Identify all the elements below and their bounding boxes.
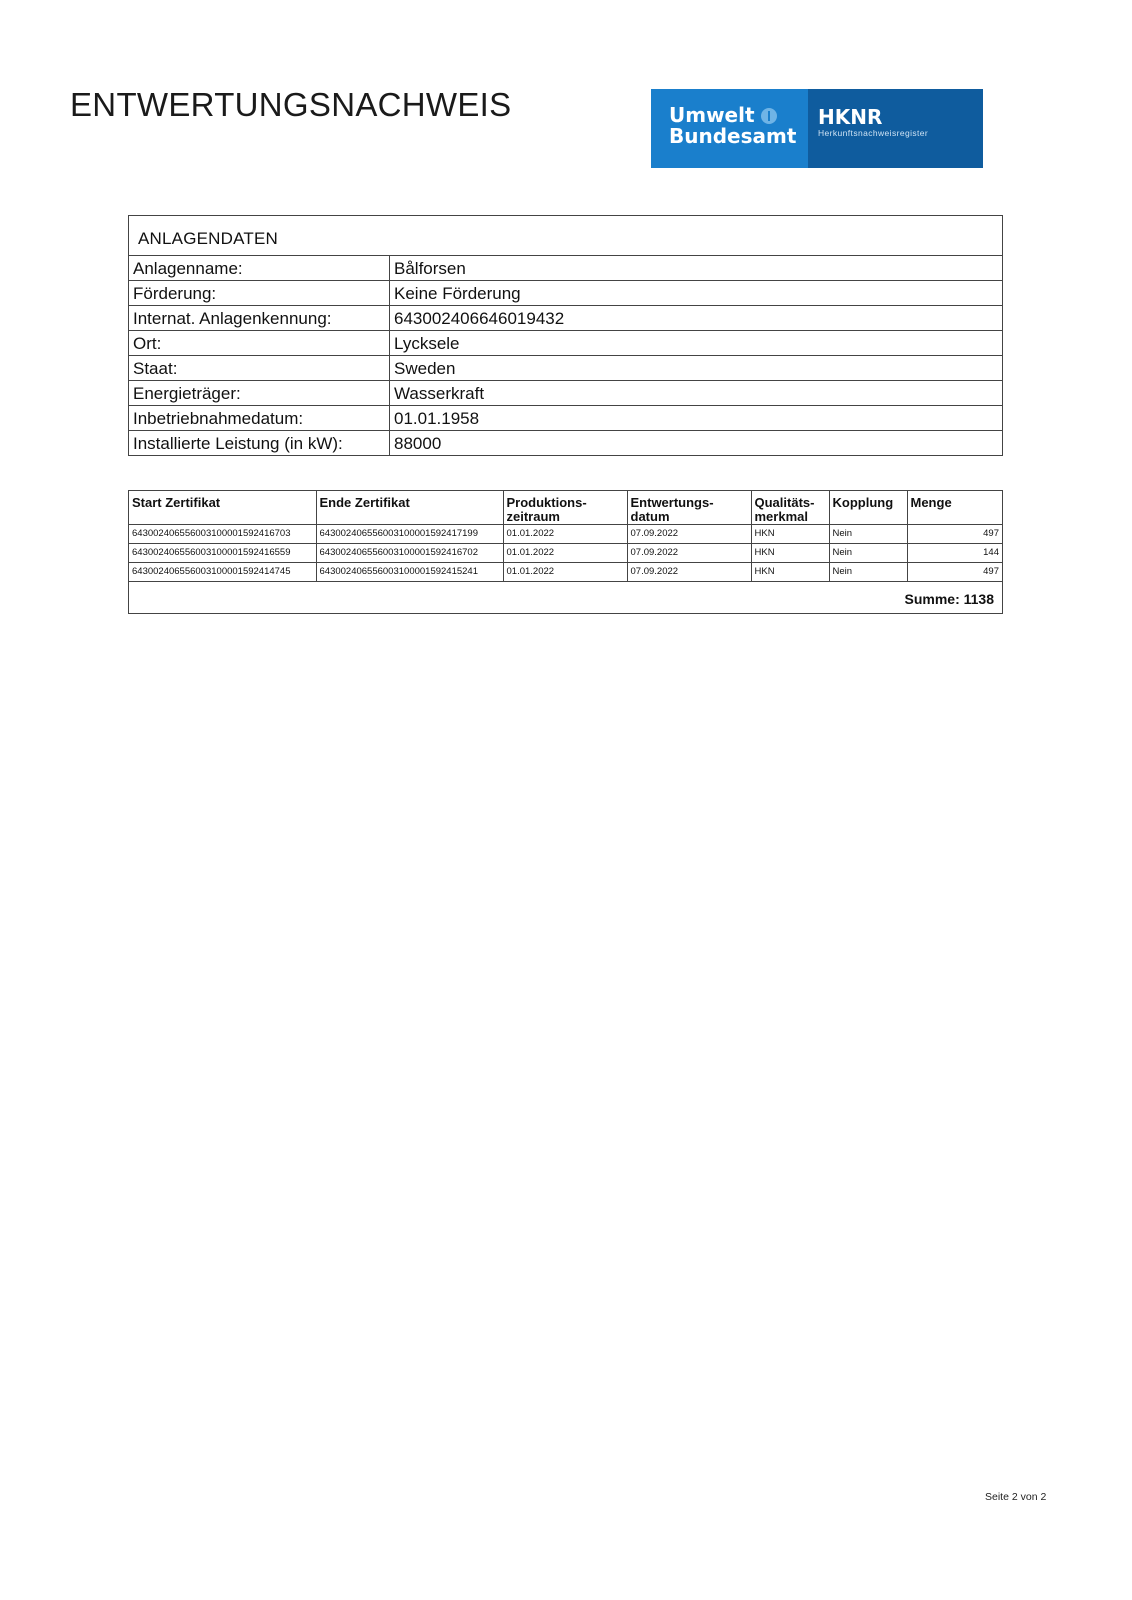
anlage-label: Staat: — [129, 356, 390, 380]
cell-prod: 01.01.2022 — [503, 544, 627, 563]
anlagendaten-heading-text: ANLAGENDATEN — [138, 229, 279, 248]
cell-menge: 144 — [907, 544, 1002, 563]
col-header-produktionszeitraum: Produktions- zeitraum — [503, 491, 627, 525]
anlage-row — [129, 381, 1002, 406]
logo-text-bundesamt: Bundesamt — [669, 124, 797, 148]
anlage-value: 01.01.1958 — [394, 409, 480, 428]
anlage-label: Internat. Anlagenkennung: — [129, 306, 390, 330]
cell-prod: 01.01.2022 — [503, 525, 627, 544]
col-header-kopplung: Kopplung — [829, 491, 907, 525]
cell-qual: HKN — [751, 563, 829, 582]
col-header-ende: Ende Zertifikat — [316, 491, 503, 525]
cell-kopplung: Nein — [829, 544, 907, 563]
anlage-label: Energieträger: — [129, 381, 390, 405]
summe-total: Summe: 1138 — [904, 591, 994, 607]
table-row — [129, 563, 1002, 582]
anlage-row — [129, 356, 1002, 381]
umweltbundesamt-hknr-logo — [651, 89, 983, 168]
anlage-row — [129, 281, 1002, 306]
anlage-row — [129, 406, 1002, 431]
logo-umweltbundesamt — [651, 89, 808, 168]
logo-text-hknr: HKNR — [818, 105, 883, 129]
cell-menge: 497 — [907, 563, 1002, 582]
logo-hknr — [808, 89, 983, 168]
anlage-label: Förderung: — [129, 281, 390, 305]
zertifikate-table — [128, 490, 1003, 614]
anlage-value: Lycksele — [394, 334, 460, 353]
anlage-row — [129, 331, 1002, 356]
cell-start: 643002406556003100001592414745 — [129, 563, 316, 582]
anlage-row — [129, 306, 1002, 331]
uba-emblem-icon — [761, 108, 777, 124]
anlage-value: Bålforsen — [394, 259, 466, 278]
col-header-entwertungsdatum: Entwertungs- datum — [627, 491, 751, 525]
anlage-row — [129, 256, 1002, 281]
anlage-value: Sweden — [394, 359, 456, 378]
cell-entw: 07.09.2022 — [627, 525, 751, 544]
anlagendaten-heading — [129, 216, 1002, 256]
cell-prod: 01.01.2022 — [503, 563, 627, 582]
page-title: ENTWERTUNGSNACHWEIS — [70, 86, 512, 123]
anlage-value: 88000 — [394, 434, 442, 453]
cell-ende: 643002406556003100001592417199 — [316, 525, 503, 544]
anlage-value: 643002406646019432 — [394, 309, 565, 328]
anlagendaten-table — [128, 215, 1003, 456]
cell-start: 643002406556003100001592416559 — [129, 544, 316, 563]
col-header-start: Start Zertifikat — [129, 491, 316, 525]
anlage-label: Ort: — [129, 331, 390, 355]
anlage-label: Inbetriebnahmedatum: — [129, 406, 390, 430]
logo-text-umwelt: Umwelt — [669, 103, 755, 127]
logo-text-herkunftsnachweisregister: Herkunftsnachweisregister — [818, 128, 929, 138]
anlage-row — [129, 431, 1002, 456]
col-header-qualitaetsmerkmal: Qualitäts- merkmal — [751, 491, 829, 525]
cell-ende: 643002406556003100001592415241 — [316, 563, 503, 582]
table-row — [129, 525, 1002, 544]
cell-entw: 07.09.2022 — [627, 544, 751, 563]
anlage-value: Keine Förderung — [394, 284, 521, 303]
anlage-label: Anlagenname: — [129, 256, 390, 280]
table-row — [129, 544, 1002, 563]
table-header-row — [129, 491, 1002, 525]
cell-qual: HKN — [751, 544, 829, 563]
cell-start: 643002406556003100001592416703 — [129, 525, 316, 544]
anlage-label: Installierte Leistung (in kW): — [129, 431, 390, 456]
cell-kopplung: Nein — [829, 563, 907, 582]
anlage-value: Wasserkraft — [394, 384, 485, 403]
cell-ende: 643002406556003100001592416702 — [316, 544, 503, 563]
col-header-menge: Menge — [907, 491, 1002, 525]
cell-menge: 497 — [907, 525, 1002, 544]
page-number: Seite 2 von 2 — [985, 1491, 1047, 1503]
cell-qual: HKN — [751, 525, 829, 544]
cell-entw: 07.09.2022 — [627, 563, 751, 582]
cell-kopplung: Nein — [829, 525, 907, 544]
